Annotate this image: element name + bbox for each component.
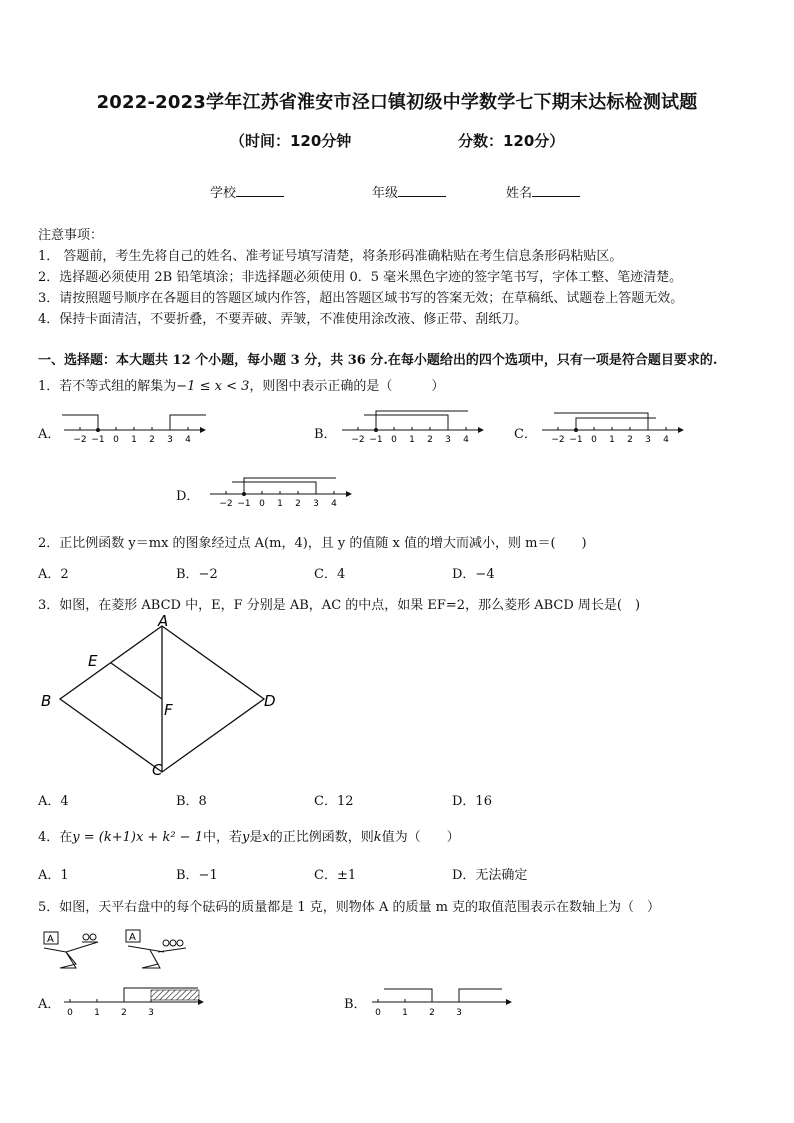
notice-item: 2．选择题必须使用 2B 铅笔填涂；非选择题必须使用 0．5 毫米黑色字迹的签字笔书写，字体工整、笔迹清楚。 <box>38 270 683 285</box>
q2-option-d[interactable]: D．−4 <box>452 567 495 582</box>
q4-stem-mid2: 是 <box>249 830 263 845</box>
q1-stem <box>38 375 444 394</box>
weight-icon <box>163 940 169 946</box>
q1-stem-post: ，则图中表示正确的是（ ） <box>249 379 445 394</box>
tick-label: 1 <box>609 435 615 445</box>
q5-stem: 5．如图，天平右盘中的每个砝码的质量都是 1 克，则物体 A 的质量 m 克的取值范围表示在数轴上为（ ） <box>38 900 661 915</box>
notice-item: 1． 答题前，考生先将自己的姓名、准考证号填写清楚，将条形码准确粘贴在考生信息条形码粘贴区。 <box>38 249 623 264</box>
q4-option-a[interactable]: A．1 <box>38 868 69 883</box>
tick-label: 1 <box>277 499 283 509</box>
segment-ef <box>111 663 162 699</box>
tick-label: 2 <box>427 435 433 445</box>
object-a-label: A <box>47 934 54 945</box>
axis-arrow <box>478 427 484 433</box>
tick-label: 2 <box>149 435 155 445</box>
name-field <box>506 182 580 201</box>
tick-label: 3 <box>645 435 651 445</box>
tick-label: 4 <box>663 435 669 445</box>
school-blank[interactable] <box>236 184 284 197</box>
tick-label: 2 <box>429 1008 435 1018</box>
tick-label: 4 <box>331 499 337 509</box>
grade-blank[interactable] <box>398 184 446 197</box>
axis-arrow <box>346 491 352 497</box>
tick-label: 0 <box>259 499 265 509</box>
tick-label: 2 <box>295 499 301 509</box>
school-label: 学校 <box>210 186 237 201</box>
q3-option-c[interactable]: C．12 <box>314 794 354 809</box>
ray-left <box>364 415 448 430</box>
axis-arrow <box>506 999 512 1005</box>
q4-option-b[interactable]: B．−1 <box>176 868 218 883</box>
point-label-d: D <box>264 692 276 710</box>
ray-right <box>576 418 656 430</box>
object-a-label: A <box>129 932 136 943</box>
tick-label: 0 <box>591 435 597 445</box>
tick-label: −2 <box>73 435 87 445</box>
name-blank[interactable] <box>532 184 580 197</box>
q4-stem-mid3: 的正比例函数，则 <box>269 830 374 845</box>
weight-icon <box>177 940 183 946</box>
solid-dot <box>374 428 378 432</box>
grade-field <box>372 182 446 201</box>
q4-stem-math: y = (k+1)x + k² − 1 <box>72 830 203 845</box>
q1-option-d-label[interactable]: D． <box>176 489 200 504</box>
tick-label: −1 <box>369 435 383 445</box>
beam <box>128 946 164 952</box>
q5-option-a-label[interactable]: A． <box>38 997 61 1012</box>
tick-label: 0 <box>67 1008 73 1018</box>
q5-option-b-label[interactable]: B． <box>344 997 367 1012</box>
solid-dot <box>96 428 100 432</box>
tick-label: 0 <box>113 435 119 445</box>
page-title: 2022-2023学年江苏省淮安市泾口镇初级中学数学七下期末达标检测试题 <box>96 92 698 113</box>
beam <box>66 942 98 952</box>
weight-icon <box>170 940 176 946</box>
weight-icon <box>83 934 89 940</box>
ray-left <box>554 413 648 430</box>
ray-left <box>244 478 336 494</box>
tick-label: 4 <box>463 435 469 445</box>
weight-icon <box>90 934 96 940</box>
q1-numberline-d <box>206 470 356 510</box>
pan-left <box>44 948 66 952</box>
tick-label: 2 <box>121 1008 127 1018</box>
q4-stem-k: k <box>373 830 382 845</box>
q4-option-c[interactable]: C．±1 <box>314 868 357 883</box>
ray-right <box>459 989 502 1002</box>
tick-label: 1 <box>131 435 137 445</box>
notice-heading: 注意事项： <box>38 228 104 243</box>
tick-label: −1 <box>91 435 105 445</box>
q1-numberline-c <box>538 406 688 446</box>
section-heading: 一、选择题：本大题共 12 个小题，每小题 3 分，共 36 分.在每小题给出的四个选项中，只有一项是符合题目要求的. <box>38 353 718 368</box>
q1-option-c-label[interactable]: C． <box>514 427 537 442</box>
name-label: 姓名 <box>506 186 533 201</box>
pan-right <box>158 948 186 952</box>
q5-balance-figure <box>40 924 200 972</box>
q1-stem-math: −1 ≤ x < 3 <box>176 379 250 394</box>
tick-label: 3 <box>148 1008 154 1018</box>
ray-left <box>384 989 432 1002</box>
q1-numberline-a <box>60 406 210 446</box>
tick-label: 4 <box>185 435 191 445</box>
q1-option-b-label[interactable]: B． <box>314 427 337 442</box>
q4-stem-pre: 4．在 <box>38 830 73 845</box>
tick-label: 1 <box>409 435 415 445</box>
q1-option-a-label[interactable]: A． <box>38 427 61 442</box>
q3-option-d[interactable]: D．16 <box>452 794 492 809</box>
q3-option-a[interactable]: A．4 <box>38 794 69 809</box>
tick-label: 3 <box>456 1008 462 1018</box>
tick-label: 3 <box>313 499 319 509</box>
q3-rhombus-figure <box>36 612 296 782</box>
tick-label: −2 <box>219 499 233 509</box>
ray-right <box>376 411 468 430</box>
solid-dot <box>574 428 578 432</box>
tick-label: 1 <box>94 1008 100 1018</box>
solid-dot <box>242 492 246 496</box>
point-label-b: B <box>41 692 52 710</box>
balance-stand <box>60 952 76 968</box>
notice-item: 3．请按照题号顺序在各题目的答题区域内作答，超出答题区域书写的答案无效；在草稿纸、试题卷上答题无效。 <box>38 291 684 306</box>
q4-stem-y: y <box>242 830 250 845</box>
point-label-a: A <box>158 612 169 630</box>
q2-option-a[interactable]: A．2 <box>38 567 69 582</box>
axis-arrow <box>200 427 206 433</box>
tick-label: −2 <box>551 435 565 445</box>
tick-label: 3 <box>445 435 451 445</box>
q4-stem-mid: 中，若 <box>202 830 242 845</box>
q3-stem: 3．如图，在菱形 ABCD 中，E，F 分别是 AB，AC 的中点，如果 EF=2，那么菱形 ABCD 周长是( ) <box>38 598 641 613</box>
point-label-e: E <box>88 652 98 670</box>
q4-stem <box>38 826 460 845</box>
tick-label: 0 <box>375 1008 381 1018</box>
q4-option-d[interactable]: D．无法确定 <box>452 868 528 883</box>
q4-stem-post: 值为（ ） <box>381 830 460 845</box>
q5-numberline-a <box>62 984 210 1020</box>
q3-option-b[interactable]: B．8 <box>176 794 207 809</box>
axis-arrow <box>678 427 684 433</box>
school-field <box>210 182 284 201</box>
exam-score: 分数：120分） <box>458 132 565 150</box>
notice-item: 4．保持卡面清洁，不要折叠，不要弄破、弄皱，不准使用涂改液、修正带、刮纸刀。 <box>38 312 528 327</box>
q1-stem-pre: 1．若不等式组的解集为 <box>38 379 177 394</box>
q1-numberline-b <box>338 406 488 446</box>
balance-right-heavy <box>126 930 186 968</box>
q2-stem: 2．正比例函数 y＝mx 的图象经过点 A(m，4)，且 y 的值随 x 值的增大而减小，则 m＝( ) <box>38 536 587 551</box>
grade-label: 年级 <box>372 186 399 201</box>
tick-label: −1 <box>569 435 583 445</box>
balance-stand <box>142 950 160 968</box>
point-label-f: F <box>164 701 173 719</box>
q2-option-c[interactable]: C．4 <box>314 567 346 582</box>
tick-label: −1 <box>237 499 251 509</box>
tick-label: 3 <box>167 435 173 445</box>
q2-option-b[interactable]: B．−2 <box>176 567 218 582</box>
hatched-region <box>151 990 199 1000</box>
q4-stem-x: x <box>262 830 270 845</box>
tick-label: 2 <box>627 435 633 445</box>
q5-numberline-b <box>370 984 518 1020</box>
point-label-c: C <box>152 761 163 779</box>
balance-left-heavy <box>44 932 98 968</box>
tick-label: 0 <box>391 435 397 445</box>
tick-label: 1 <box>402 1008 408 1018</box>
exam-time: （时间：120分钟 <box>230 132 352 150</box>
tick-label: −2 <box>351 435 365 445</box>
